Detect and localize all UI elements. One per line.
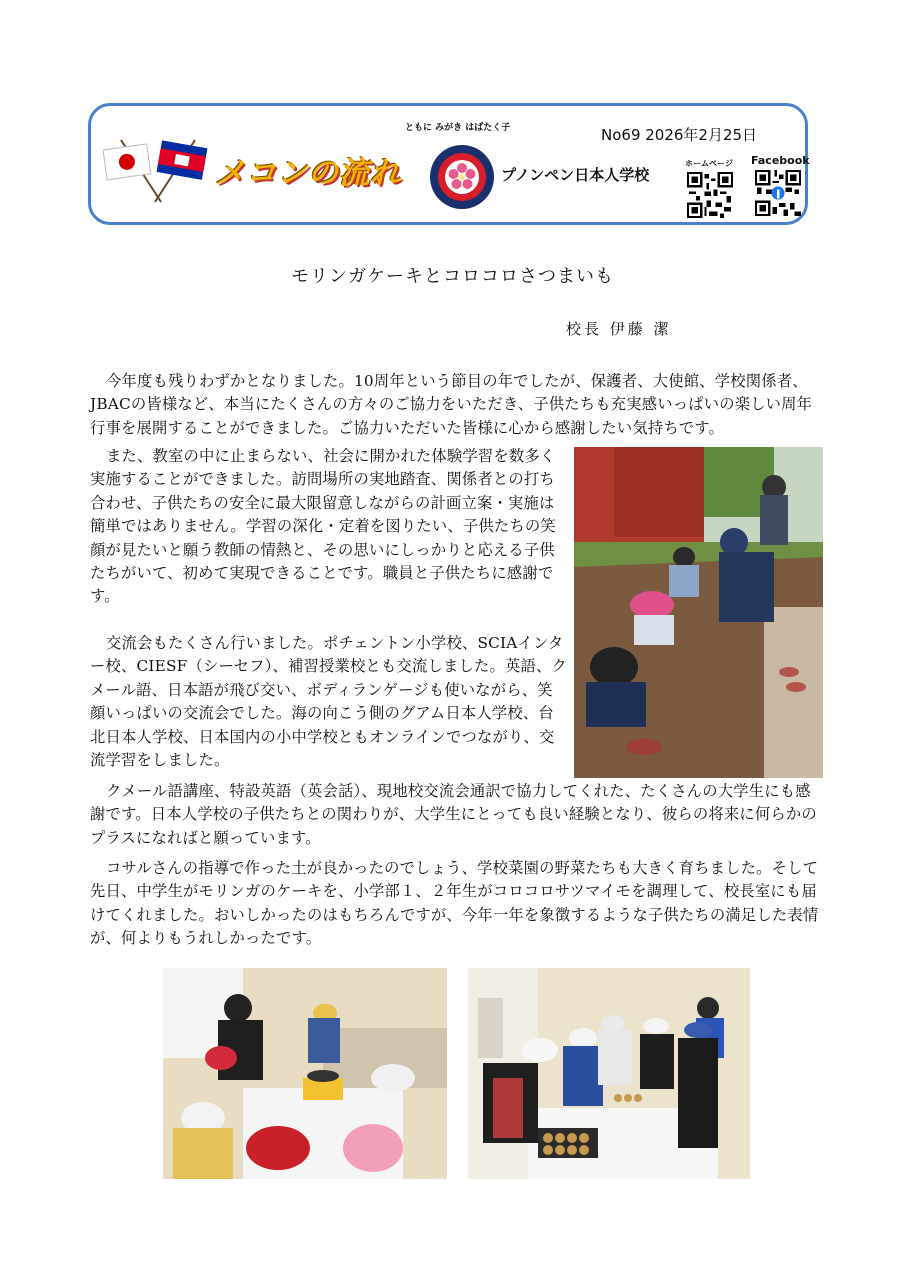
paragraph-5: コサルさんの指導で作った土が良かったのでしょう、学校菜園の野菜たちも大きく育ちました。そして先日、中学生がモリンガのケーキを、小学部１、２年生がコロコロサツマイモを調理して、校長室にも届けてくれました。おいしかったのはもちろんですが、今年一年を象徴するような子供たちの満足した表情が、何よりもうれしかったです。 (90, 859, 819, 948)
school-seal-icon (429, 144, 495, 210)
facebook-label: Facebook (751, 154, 810, 167)
flags-icon (103, 134, 213, 204)
cooking-photo-junior-high (468, 968, 750, 1179)
cooking-photo-elementary (163, 968, 447, 1179)
school-name: プノンペン日本人学校 (501, 166, 650, 184)
paragraph-2: また、教室の中に止まらない、社会に開かれた体験学習を数多く実施することができました。訪問場所の実地踏査、関係者との打ち合わせ、子供たちの安全に最大限留意しながらの計画立案・実施は簡単ではありません。学習の深化・定着を図りたい、子供たちの笑顔が見たいと願う教師の情熱と、その思いにしっかりと応える子供たちがいて、初めて実現できることです。職員と子供たちに感謝です。 (90, 447, 556, 606)
newsletter-header (88, 103, 808, 225)
issue-number-date: No69 2026年2月25日 (601, 126, 758, 144)
homepage-qr-code-icon[interactable] (687, 172, 733, 218)
paragraph-4: クメール語講座、特設英語（英会話）、現地校交流会通訳で協力してくれた、たくさんの大学生にも感謝です。日本人学校の子供たちとの関わりが、大学生にとっても良い経験となり、彼らの将来に何らかのプラスになればと願っています。 (90, 782, 817, 847)
paragraph-1: 今年度も残りわずかとなりました。10周年という節目の年でしたが、保護者、大使館、学校関係者、JBACの皆様など、本当にたくさんの方々のご協力をいただき、子供たちも充実感いっぱいの楽しい周年行事を展開することができました。ご協力いただいた皆様に心から感謝したい気持ちです。 (90, 372, 813, 437)
school-motto: ともに みがき はばたく子 (405, 123, 511, 133)
article-title: モリンガケーキとコロコロさつまいも (291, 266, 614, 287)
paragraph-3: 交流会もたくさん行いました。ポチェントン小学校、SCIAインター校、CIESF（シーセフ）、補習授業校とも交流しました。英語、クメール語、日本語が飛び交い、ボディランゲージも使いながら、笑顔いっぱいの交流会でした。海の向こう側のグアム日本人学校、台北日本人学校、日本国内の小中学校ともオンラインでつながり、交流学習をしました。 (90, 634, 567, 770)
garden-photo (574, 447, 823, 778)
homepage-label: ホームページ (685, 159, 733, 168)
facebook-qr-code-icon[interactable] (755, 170, 801, 216)
article-author: 校長 伊藤 潔 (566, 320, 672, 338)
newsletter-logo: メコンの流れ (215, 156, 401, 191)
